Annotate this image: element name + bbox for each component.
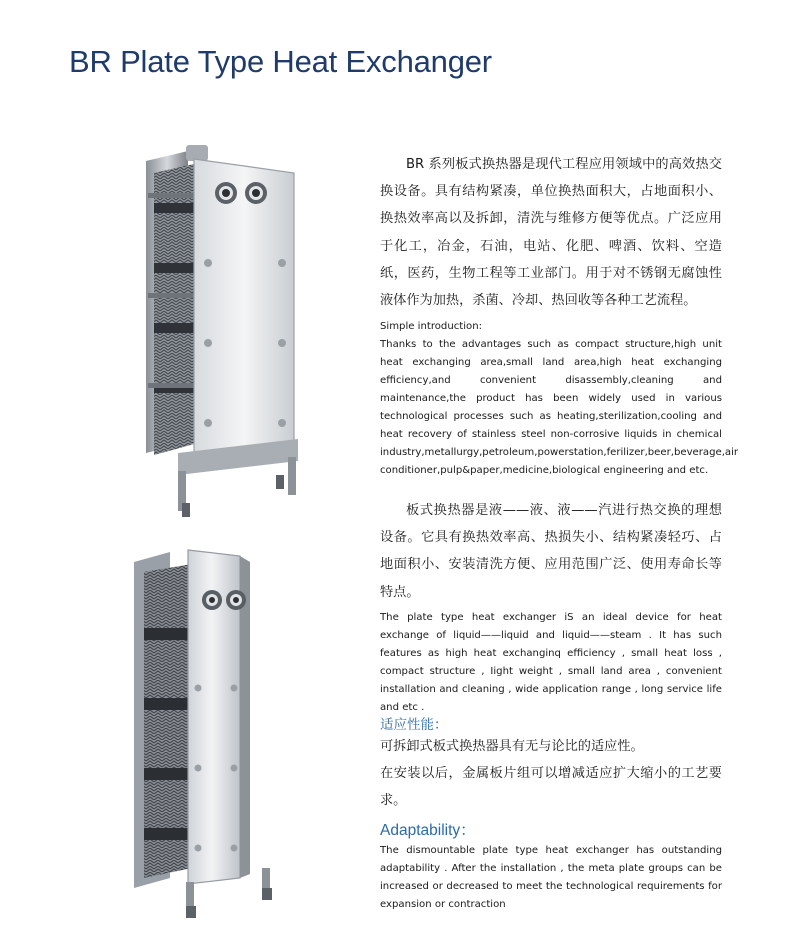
intro-zh-paragraph [380, 151, 722, 314]
heat-exchanger-image-bottom [130, 548, 286, 920]
adaptability-zh-line2: 在安装以后，金属板片组可以增减适应扩大缩小的工艺要求。 [380, 766, 722, 809]
adaptability-zh-paragraph [380, 733, 722, 815]
heat-exchanger-image-top [128, 143, 314, 523]
adaptability-zh-heading: 适应性能： [380, 717, 448, 733]
adaptability-en-text: The dismountable plate type heat exchanger has outstanding adaptability . After the installation , the meta plate groups can be increased or decreased to meet the technological requirements for expansion or contraction [380, 845, 722, 910]
adaptability-zh-line1: 可拆卸式板式换热器具有无与论比的适应性。 [380, 739, 644, 754]
device-en-text: The plate type heat exchanger iS an ideal device for heat exchange of liquid——liquid and liquid——steam . It has such features as high heat exchanginq efficiency , small heat loss , compact structure , Iight weight , small land area , convenient installation and cleaning , wide application range , long service life and etc . [380, 612, 722, 713]
page-title: BR Plate Type Heat Exchanger [69, 44, 492, 79]
intro-en-heading: Simple introduction: [380, 321, 483, 332]
adaptability-en-paragraph [380, 842, 722, 914]
device-zh-text: 板式换热器是液——液、液——汽进行热交换的理想设备。它具有换热效率高、热损失小、结构紧凑轻巧、占地面积小、安装清洗方便、应用范围广泛、使用寿命长等特点。 [380, 503, 722, 600]
device-zh-paragraph [380, 497, 722, 606]
adaptability-en-heading: Adaptability： [380, 822, 476, 839]
intro-en-text: Thanks to the advantages such as compact structure,high unit heat exchanging area,small land area,high heat exchanging efficiency,and convenient disassembly,cleaning and maintenance,the product has been widely used in various technological processes such as heating,sterilization,cooling and heat recovery of stainless steel non-corrosive liquids in chemical industry,metallurgy,petroleum,powerstation,ferilizer,beer,beverage,air conditioner,pulp&paper,medicine,biological engineering and etc. [380, 339, 739, 476]
intro-en-section [380, 318, 739, 480]
intro-zh-text: BR 系列板式换热器是现代工程应用领域中的高效热交换设备。具有结构紧凑，单位换热面积大，占地面积小、换热效率高以及拆卸，清洗与维修方便等优点。广泛应用于化工，冶金，石油，电站、化肥、啤酒、饮料、空造纸，医药，生物工程等工业部门。用于对不锈钢无腐蚀性液体作为加热，杀菌、冷却、热回收等各种工艺流程。 [380, 157, 722, 309]
device-en-paragraph [380, 609, 722, 717]
